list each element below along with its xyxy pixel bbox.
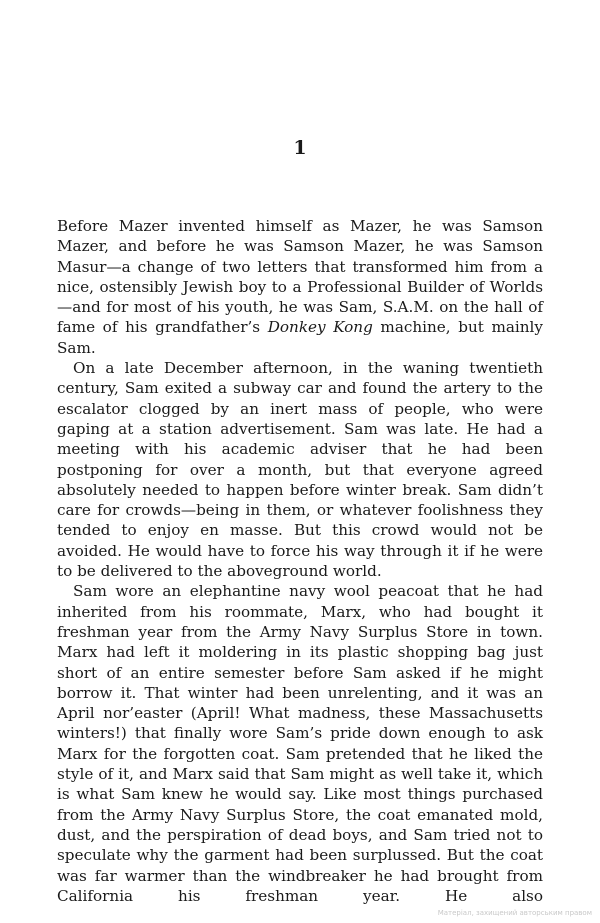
paragraph-2 [57,358,543,581]
chapter-number: 1 [293,137,307,159]
paragraph-1 [57,216,543,358]
paragraph-3 [57,581,543,906]
game-title-italic: Donkey Kong [267,318,373,337]
paragraph-1-text-b: machine, but mainly Sam. [57,318,543,357]
chapter-body [57,216,543,906]
paragraph-3-text: Sam wore an elephantine navy wool peacoat that he had inherited from his roommate, Marx, who had bought it freshman year from the Army Navy Surplus Store in town. Marx had left it moldering in its plastic shopping bag just short of an entire semester before Sam asked if he might borrow it. That winter had been unrelenting, and it was an April nor’easter (April! What madness, these Massachusetts winters!) that finally wore Sam’s pride down enough to ask Marx for the forgotten coat. Sam pretended that he liked the style of it, and Marx said that Sam might as well take it, which is what Sam knew he would say. Like most things purchased from the Army Navy Surplus Store, the coat emanated mold, dust, and the perspiration of dead boys, and Sam tried not to speculate why the garment had been surplussed. But the coat was far warmer than the windbreaker he had brought from California his freshman year. He also [57,582,543,905]
copyright-watermark: Матеріал, захищений авторським правом [437,909,592,917]
paragraph-1-text-a: Before Mazer invented himself as Mazer, he was Samson Mazer, and before he was Samson Mazer, he was Samson Masur—a change of two letters that transformed him from a nice, ostensibly Jewish boy to a Professional Builder of Worlds—and for most of his youth, he was Sam, S.A.M. on the hall of fame of his grandfather’s [57,217,543,337]
paragraph-2-text: On a late December afternoon, in the waning twentieth century, Sam exited a subway car and found the artery to the escalator clogged by an inert mass of people, who were gaping at a station advertisement. Sam was late. He had a meeting with his academic adviser that he had been postponing for over a month, but that everyone agreed absolutely needed to happen before winter break. Sam didn’t care for crowds—being in them, or whatever foolishness they tended to enjoy en masse. But this crowd would not be avoided. He would have to force his way through it if he were to be delivered to the aboveground world. [57,359,543,581]
